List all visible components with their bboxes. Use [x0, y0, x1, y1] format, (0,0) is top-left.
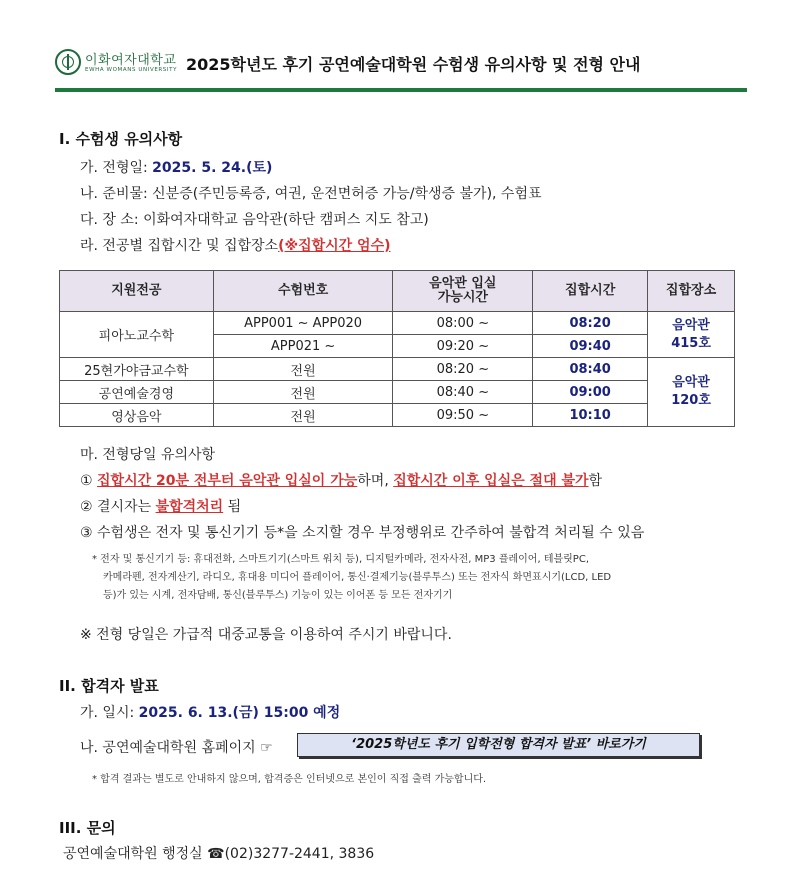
exam-date-value: 2025. 5. 24.(토): [152, 160, 273, 176]
university-logo: [55, 48, 178, 78]
exam-date-label: 가. 전형일:: [80, 160, 148, 176]
cell-place-text: 음악관 415호: [671, 317, 711, 351]
cell-gather: 08:20: [533, 312, 648, 335]
table-row: [60, 381, 735, 404]
cell-major: 25현가야금교수학: [60, 358, 214, 381]
results-fine-print: * 합격 결과는 별도로 안내하지 않으며, 합격증은 인터넷으로 본인이 직접 출력 가능합니다.: [92, 774, 487, 785]
cell-number: APP001 ~ APP020: [213, 312, 393, 335]
cell-gather: 09:00: [533, 381, 648, 404]
table-row: [60, 358, 735, 381]
cell-gather: 08:40: [533, 358, 648, 381]
note-1-emphasis-1: 집합시간 20분 전부터 음악관 입실이 가능: [97, 473, 358, 489]
devices-fine-print-3: 등)가 있는 시계, 전자담배, 통신(블루투스) 기능이 있는 이어폰 등 모든 전자기기: [103, 590, 453, 601]
cell-gather: 09:40: [533, 335, 648, 358]
cell-place: [648, 358, 735, 427]
exam-date-line: [80, 157, 272, 177]
section-1-title: I. 수험생 유의사항: [59, 130, 183, 148]
cell-entry: 08:00 ~: [393, 312, 533, 335]
section-3-title: III. 문의: [59, 819, 116, 837]
note-3: ③ 수험생은 전자 및 통신기기 등*을 소지할 경우 부정행위로 간주하여 불합격 처리될 수 있음: [80, 525, 645, 541]
cell-place: [648, 312, 735, 358]
note-1-end: 함: [588, 473, 603, 489]
note-2-number: ②: [80, 499, 93, 515]
note-1-number: ①: [80, 473, 93, 489]
cell-entry: 09:20 ~: [393, 335, 533, 358]
schedule-table: [59, 270, 735, 427]
announce-date-label: 가. 일시:: [80, 705, 135, 721]
note-2-end: 됨: [223, 499, 242, 515]
header-gather-place: 집합장소: [648, 271, 735, 312]
header-divider: [55, 88, 747, 92]
cell-major: 공연예술경영: [60, 381, 214, 404]
header-entry-time: [393, 271, 533, 312]
homepage-label: 나. 공연예술대학원 홈페이지 ☞: [80, 740, 273, 756]
cell-major: 피아노교수학: [60, 312, 214, 358]
supplies-line: 나. 준비물: 신분증(주민등록증, 여권, 운전면허증 가능/학생증 불가), 수험표: [80, 186, 542, 202]
document-header: [55, 48, 747, 92]
note-1-mid: 하며,: [357, 473, 394, 489]
cell-number: 전원: [213, 404, 393, 427]
header-entry-time-text: 음악관 입실 가능시간: [429, 276, 497, 305]
table-row: [60, 404, 735, 427]
header-exam-number: 수험번호: [213, 271, 393, 312]
announce-date-value: 2025. 6. 13.(금) 15:00 예정: [138, 705, 341, 721]
note-1: [80, 470, 602, 490]
university-seal-icon: [55, 49, 81, 75]
devices-fine-print-1: * 전자 및 통신기기 등: 휴대전화, 스마트기기(스마트 워치 등), 디지털카메라, 전자사전, MP3 플레이어, 테블릿PC,: [92, 554, 590, 565]
cell-place-text: 음악관 120호: [671, 375, 711, 408]
table-header-row: [60, 271, 735, 312]
note-1-emphasis-2: 집합시간 이후 입실은 절대 불가: [393, 473, 589, 489]
cell-entry: 09:50 ~: [393, 404, 533, 427]
note-2-emphasis: 불합격처리: [155, 499, 224, 515]
transport-notice: ※ 전형 당일은 가급적 대중교통을 이용하여 주시기 바랍니다.: [80, 627, 452, 643]
table-row: [60, 312, 735, 335]
note-2: [80, 496, 241, 516]
gathering-line: [80, 235, 391, 255]
notes-title: 마. 전형당일 유의사항: [80, 447, 216, 463]
note-2-pre: 결시자는: [97, 499, 156, 515]
logo-korean-text: 이화여자대학교: [85, 53, 177, 68]
announce-date-line: [80, 702, 340, 722]
gathering-emphasis: (※집합시간 엄수): [278, 238, 391, 254]
cell-number: APP021 ~: [213, 335, 393, 358]
contact-info: 공연예술대학원 행정실 ☎(02)3277-2441, 3836: [63, 846, 375, 862]
logo-english-text: EWHA WOMANS UNIVERSITY: [85, 67, 178, 73]
devices-fine-print-2: 카메라펜, 전자계산기, 라디오, 휴대용 미디어 플레이어, 통신·결제기능(블루투스) 또는 전자식 화면표시기(LCD, LED: [103, 572, 612, 583]
header-major: 지원전공: [60, 271, 214, 312]
results-link-button[interactable]: ‘2025학년도 후기 입학전형 합격자 발표’ 바로가기: [297, 733, 700, 757]
cell-entry: 08:20 ~: [393, 358, 533, 381]
header-gather-time: 집합시간: [533, 271, 648, 312]
gathering-label: 라. 전공별 집합시간 및 집합장소: [80, 238, 279, 254]
document-title: 2025학년도 후기 공연예술대학원 수험생 유의사항 및 전형 안내: [186, 55, 641, 74]
cell-number: 전원: [213, 381, 393, 404]
cell-major: 영상음악: [60, 404, 214, 427]
location-line: 다. 장 소: 이화여자대학교 음악관(하단 캠퍼스 지도 참고): [80, 212, 429, 228]
cell-entry: 08:40 ~: [393, 381, 533, 404]
section-2-title: II. 합격자 발표: [59, 677, 159, 695]
cell-number: 전원: [213, 358, 393, 381]
cell-gather: 10:10: [533, 404, 648, 427]
